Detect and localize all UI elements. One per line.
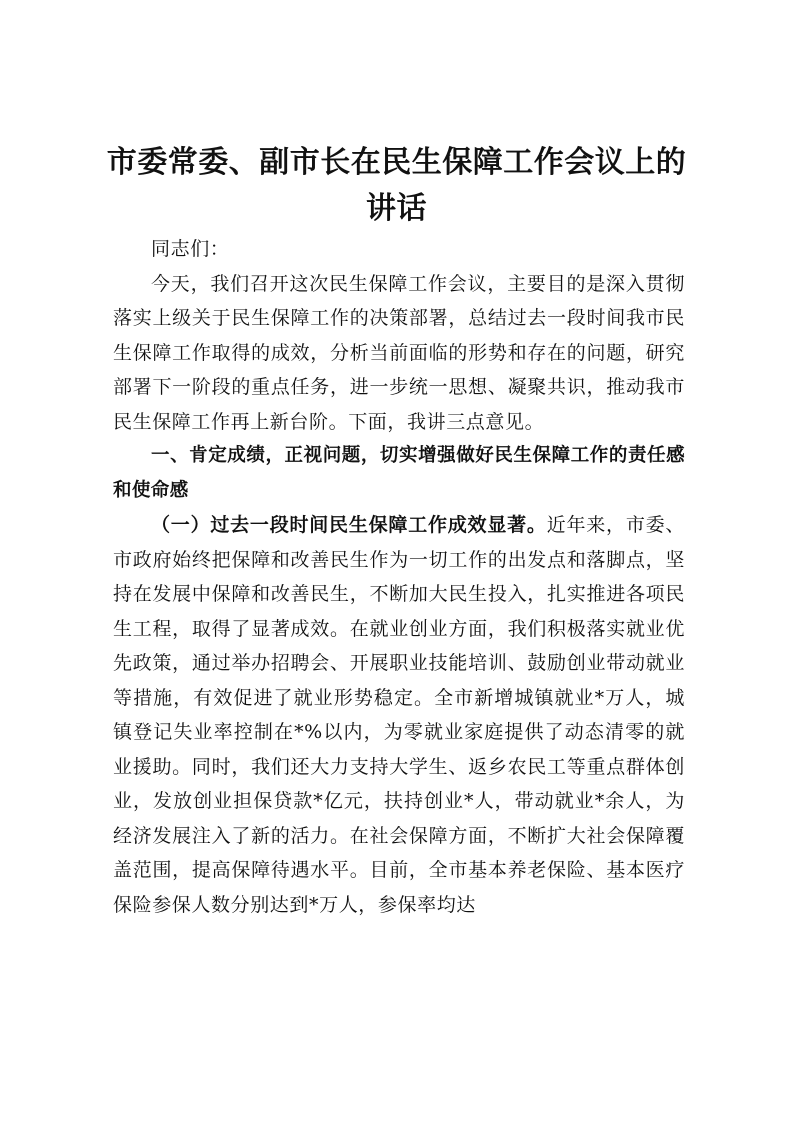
subsection-body-1: 近年来，市委、市政府始终把保障和改善民生作为一切工作的出发点和落脚点，坚持在发展中保障和改善民生，不断加大民生投入，扎实推进各项民生工程，取得了显著成效。在就业创业方面，我们积极落实就业优先政策，通过举办招聘会、开展职业技能培训、鼓励创业带动就业等措施，有效促进了就业形势稳定。全市新增城镇就业*万人，城镇登记失业率控制在*%以内，为零就业家庭提供了动态清零的就业援助。同时，我们还大力支持大学生、返乡农民工等重点群体创业，发放创业担保贷款*亿元，扶持创业*人，带动就业*余人，为经济发展注入了新的活力。在社会保障方面，不断扩大社会保障覆盖范围，提高保障待遇水平。目前，全市基本养老保险、基本医疗保险参保人数分别达到*万人，参保率均达 xyxy=(113,514,685,916)
intro-paragraph: 今天，我们召开这次民生保障工作会议，主要目的是深入贯彻落实上级关于民生保障工作的决策部署，总结过去一段时间我市民生保障工作取得的成效，分析当前面临的形势和存在的问题，研究部署下一阶段的重点任务，进一步统一思想、凝聚共识，推动我市民生保障工作再上新台阶。下面，我讲三点意见。 xyxy=(113,272,685,433)
document-body xyxy=(113,232,685,922)
salutation: 同志们： xyxy=(151,238,230,260)
document-title: 市委常委、副市长在民生保障工作会议上的讲话 xyxy=(106,145,687,226)
subsection-paragraph-1 xyxy=(113,508,685,922)
subsection-lead-1: （一）过去一段时间民生保障工作成效显著。 xyxy=(151,514,547,536)
section-heading-1: 一、肯定成绩，正视问题，切实增强做好民生保障工作的责任感和使命感 xyxy=(113,445,685,501)
